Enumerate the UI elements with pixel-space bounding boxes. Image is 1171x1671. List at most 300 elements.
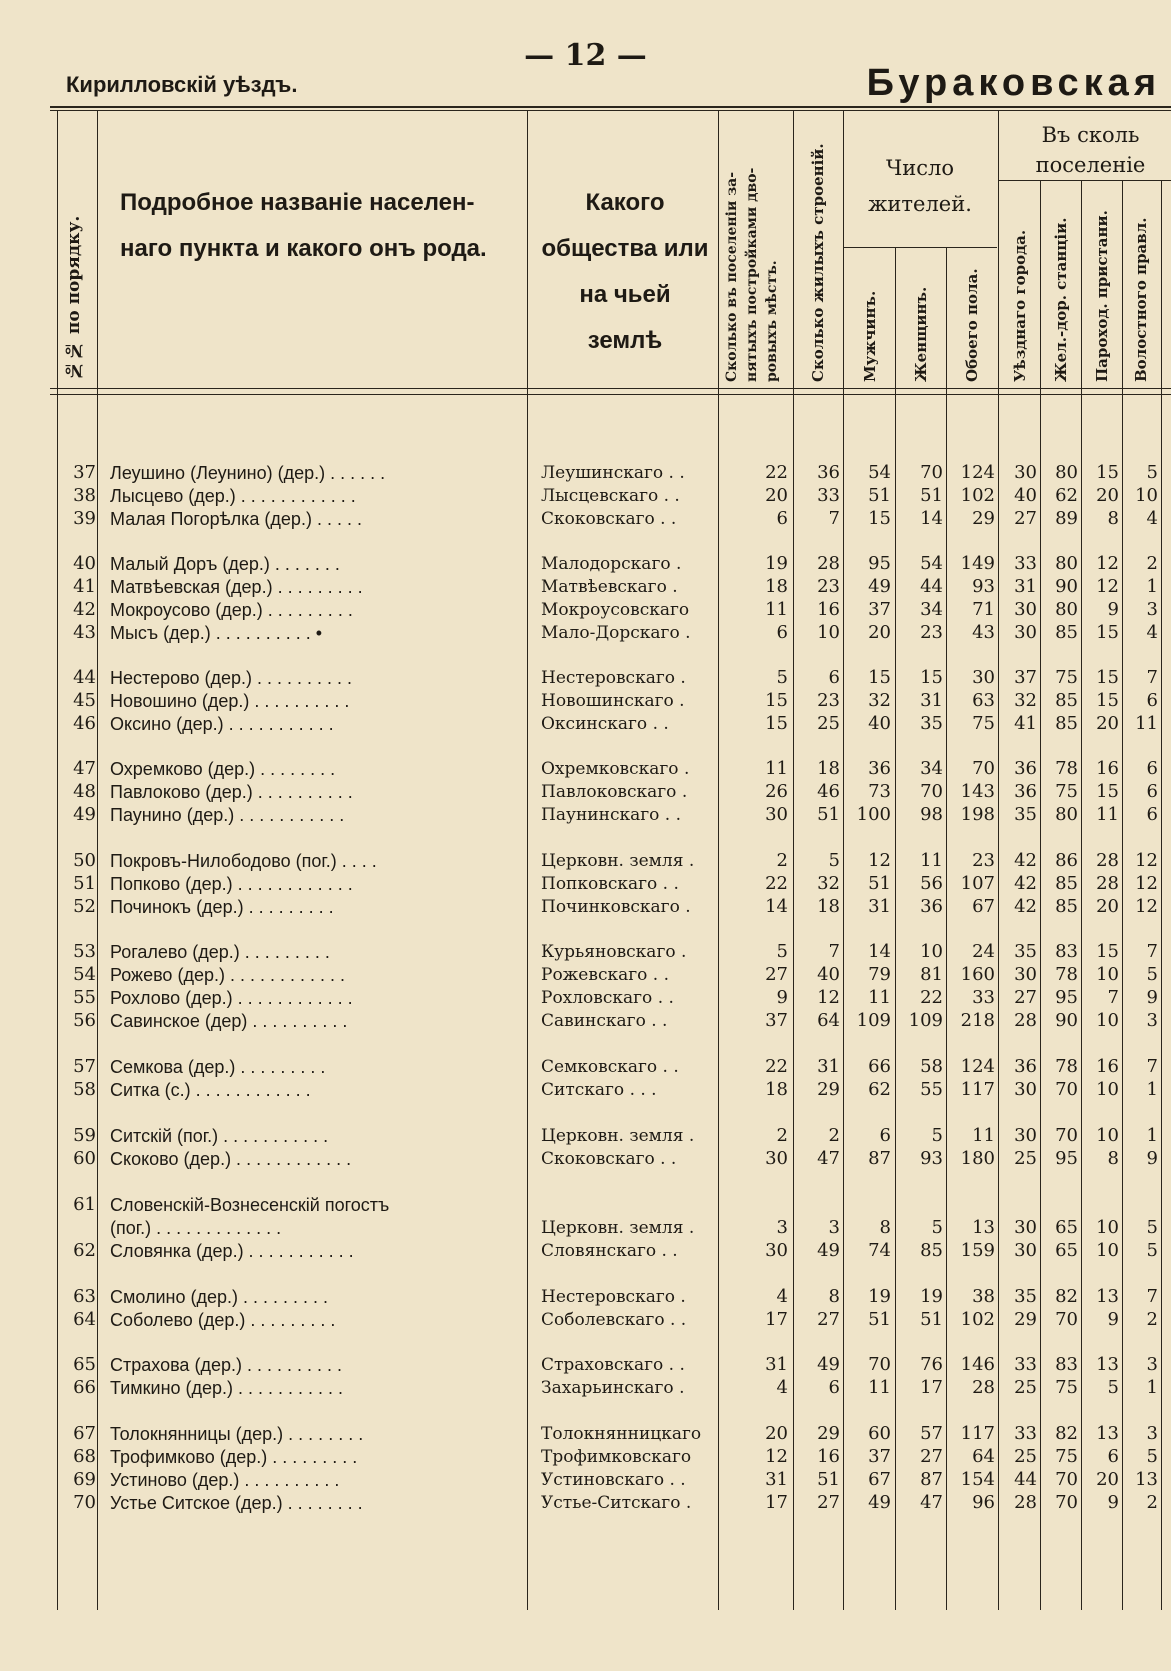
cell-name: (пог.) . . . . . . . . . . . . . <box>110 1218 282 1238</box>
cell-name: Устье Ситское (дер.) . . . . . . . . <box>110 1493 363 1513</box>
cell-d1: 27 <box>1014 508 1037 529</box>
table-top-rule-inner <box>50 110 1171 111</box>
cell-dvor: 2 <box>776 1125 788 1146</box>
table-row <box>0 941 1171 963</box>
cell-name: Лысцево (дер.) . . . . . . . . . . . . <box>110 486 356 506</box>
cell-d1: 42 <box>1014 850 1037 871</box>
cell-dvor: 30 <box>765 1148 788 1169</box>
cell-society: Ситскаго . . . <box>541 1080 657 1100</box>
cell-n: 59 <box>73 1125 96 1146</box>
cell-dvor: 30 <box>765 804 788 825</box>
cell-n: 69 <box>73 1469 96 1490</box>
cell-f: 55 <box>920 1079 943 1100</box>
cell-stroy: 7 <box>828 941 840 962</box>
table-row <box>0 964 1171 986</box>
cell-d1: 31 <box>1014 576 1037 597</box>
cell-d2: 80 <box>1055 462 1078 483</box>
cell-stroy: 64 <box>817 1010 840 1031</box>
cell-f: 57 <box>920 1423 943 1444</box>
cell-m: 20 <box>868 622 891 643</box>
header-bottom-rule <box>50 388 1171 389</box>
cell-d2: 85 <box>1055 896 1078 917</box>
cell-dvor: 20 <box>765 1423 788 1444</box>
header-residents: Число жителей. <box>868 156 972 216</box>
cell-d1: 28 <box>1014 1010 1037 1031</box>
cell-n: 44 <box>73 667 96 688</box>
cell-d4: 2 <box>1146 1492 1158 1513</box>
header-dist-rail: Жел.-дор. станціи. <box>1052 217 1070 382</box>
table-row <box>0 1469 1171 1491</box>
cell-society: Починковскаго . <box>541 897 691 917</box>
cell-t: 124 <box>960 462 995 483</box>
cell-m: 31 <box>868 896 891 917</box>
cell-dvor: 22 <box>765 873 788 894</box>
cell-name: Смолино (дер.) . . . . . . . . . <box>110 1287 329 1307</box>
cell-m: 87 <box>868 1148 891 1169</box>
cell-dvor: 22 <box>765 462 788 483</box>
cell-t: 33 <box>972 987 995 1008</box>
cell-n: 64 <box>73 1309 96 1330</box>
cell-society: Захарьинскаго . <box>541 1378 685 1398</box>
cell-d4: 6 <box>1146 758 1158 779</box>
cell-m: 6 <box>879 1125 891 1146</box>
cell-f: 22 <box>920 987 943 1008</box>
cell-dvor: 22 <box>765 1056 788 1077</box>
cell-f: 81 <box>920 964 943 985</box>
header-index: №№ по порядку. <box>64 215 84 380</box>
cell-d4: 13 <box>1135 1469 1158 1490</box>
cell-society: Матвѣевскаго . <box>541 577 678 597</box>
cell-dvor: 11 <box>765 599 788 620</box>
table-row <box>0 1010 1171 1032</box>
cell-d3: 8 <box>1107 508 1119 529</box>
cell-t: 198 <box>960 804 995 825</box>
cell-f: 56 <box>920 873 943 894</box>
cell-name: Ситскій (пог.) . . . . . . . . . . . <box>110 1126 329 1146</box>
cell-f: 70 <box>920 462 943 483</box>
cell-f: 87 <box>920 1469 943 1490</box>
cell-stroy: 8 <box>828 1286 840 1307</box>
cell-name: Рожево (дер.) . . . . . . . . . . . . <box>110 965 345 985</box>
cell-f: 51 <box>920 485 943 506</box>
cell-t: 218 <box>960 1010 995 1031</box>
cell-d4: 9 <box>1146 1148 1158 1169</box>
cell-dvor: 4 <box>776 1377 788 1398</box>
cell-n: 46 <box>73 713 96 734</box>
cell-n: 37 <box>73 462 96 483</box>
cell-t: 67 <box>972 896 995 917</box>
table-row <box>0 1492 1171 1514</box>
cell-m: 54 <box>868 462 891 483</box>
cell-d3: 15 <box>1096 667 1119 688</box>
table-row <box>0 1240 1171 1262</box>
cell-d2: 75 <box>1055 781 1078 802</box>
cell-name: Семкова (дер.) . . . . . . . . . <box>110 1057 326 1077</box>
cell-society: Курьяновскаго . <box>541 942 687 962</box>
cell-m: 8 <box>879 1217 891 1238</box>
cell-t: 70 <box>972 758 995 779</box>
table-row <box>0 1125 1171 1147</box>
cell-dvor: 31 <box>765 1354 788 1375</box>
residents-subheader-rule <box>843 247 997 248</box>
cell-t: 159 <box>960 1240 995 1261</box>
cell-name: Мысъ (дер.) . . . . . . . . . . • <box>110 623 323 643</box>
cell-society: Малодорскаго . <box>541 554 682 574</box>
cell-d4: 1 <box>1146 1377 1158 1398</box>
cell-dvor: 18 <box>765 576 788 597</box>
cell-d1: 36 <box>1014 781 1037 802</box>
cell-stroy: 49 <box>817 1240 840 1261</box>
cell-n: 39 <box>73 508 96 529</box>
distance-subheader-rule <box>998 180 1171 181</box>
cell-t: 124 <box>960 1056 995 1077</box>
cell-dvor: 6 <box>776 622 788 643</box>
cell-n: 48 <box>73 781 96 802</box>
cell-d4: 3 <box>1146 1010 1158 1031</box>
cell-f: 35 <box>920 713 943 734</box>
cell-d1: 25 <box>1014 1377 1037 1398</box>
col-rule-women <box>946 247 947 1610</box>
cell-d2: 95 <box>1055 1148 1078 1169</box>
cell-d3: 16 <box>1096 1056 1119 1077</box>
cell-stroy: 12 <box>817 987 840 1008</box>
cell-d2: 80 <box>1055 553 1078 574</box>
cell-m: 32 <box>868 690 891 711</box>
cell-m: 14 <box>868 941 891 962</box>
cell-t: 23 <box>972 850 995 871</box>
header-dist-pier: Пароход. пристани. <box>1093 210 1111 382</box>
header-distance: Въ сколь поселеніе <box>1035 123 1146 177</box>
cell-d2: 90 <box>1055 1010 1078 1031</box>
cell-stroy: 5 <box>828 850 840 871</box>
cell-d4: 6 <box>1146 781 1158 802</box>
table-row <box>0 667 1171 689</box>
cell-dvor: 18 <box>765 1079 788 1100</box>
cell-dvor: 30 <box>765 1240 788 1261</box>
cell-n: 62 <box>73 1240 96 1261</box>
cell-f: 5 <box>931 1125 943 1146</box>
cell-d1: 33 <box>1014 1354 1037 1375</box>
cell-stroy: 46 <box>817 781 840 802</box>
cell-society: Павлоковскаго . <box>541 782 688 802</box>
cell-society: Устиновскаго . . <box>541 1470 686 1490</box>
cell-d1: 33 <box>1014 553 1037 574</box>
cell-t: 30 <box>972 667 995 688</box>
cell-n: 53 <box>73 941 96 962</box>
cell-d4: 12 <box>1135 850 1158 871</box>
table-row <box>0 690 1171 712</box>
cell-name: Устиново (дер.) . . . . . . . . . . <box>110 1470 340 1490</box>
cell-d3: 5 <box>1107 1377 1119 1398</box>
cell-t: 180 <box>960 1148 995 1169</box>
cell-stroy: 16 <box>817 1446 840 1467</box>
cell-t: 75 <box>972 713 995 734</box>
cell-name: Тимкино (дер.) . . . . . . . . . . . <box>110 1378 344 1398</box>
cell-society: Церковн. земля . <box>541 1126 695 1146</box>
cell-f: 15 <box>920 667 943 688</box>
cell-d4: 1 <box>1146 1079 1158 1100</box>
cell-stroy: 3 <box>828 1217 840 1238</box>
cell-society: Лысцевскаго . . <box>541 486 680 506</box>
cell-m: 100 <box>856 804 891 825</box>
cell-dvor: 9 <box>776 987 788 1008</box>
cell-d4: 5 <box>1146 1446 1158 1467</box>
cell-n: 70 <box>73 1492 96 1513</box>
cell-d4: 12 <box>1135 896 1158 917</box>
cell-n: 45 <box>73 690 96 711</box>
cell-stroy: 36 <box>817 462 840 483</box>
cell-d4: 4 <box>1146 622 1158 643</box>
cell-d4: 7 <box>1146 1056 1158 1077</box>
cell-d1: 30 <box>1014 964 1037 985</box>
cell-f: 10 <box>920 941 943 962</box>
cell-society: Леушинскаго . . <box>541 463 685 483</box>
cell-d3: 13 <box>1096 1286 1119 1307</box>
cell-n: 68 <box>73 1446 96 1467</box>
cell-d3: 20 <box>1096 896 1119 917</box>
cell-d3: 9 <box>1107 1492 1119 1513</box>
cell-d4: 1 <box>1146 576 1158 597</box>
cell-d1: 40 <box>1014 485 1037 506</box>
table-row <box>0 576 1171 598</box>
cell-d4: 12 <box>1135 873 1158 894</box>
table-row <box>0 1423 1171 1445</box>
cell-dvor: 11 <box>765 758 788 779</box>
cell-n: 51 <box>73 873 96 894</box>
cell-dvor: 6 <box>776 508 788 529</box>
cell-d2: 78 <box>1055 964 1078 985</box>
cell-d4: 7 <box>1146 667 1158 688</box>
header-society: Какого общества или на чьей землѣ <box>541 189 709 354</box>
table-row <box>0 1309 1171 1331</box>
cell-society: Страховскаго . . <box>541 1355 685 1375</box>
cell-society: Новошинскаго . <box>541 691 685 711</box>
cell-d3: 8 <box>1107 1148 1119 1169</box>
cell-name: Трофимково (дер.) . . . . . . . . . <box>110 1447 358 1467</box>
cell-m: 11 <box>868 987 891 1008</box>
cell-society: Семковскаго . . <box>541 1057 679 1077</box>
cell-name: Покровъ-Нилободово (пог.) . . . . <box>110 851 377 871</box>
cell-n: 50 <box>73 850 96 871</box>
cell-f: 58 <box>920 1056 943 1077</box>
cell-d4: 2 <box>1146 553 1158 574</box>
table-top-rule <box>50 106 1171 108</box>
cell-d4: 6 <box>1146 690 1158 711</box>
cell-dvor: 5 <box>776 667 788 688</box>
cell-stroy: 32 <box>817 873 840 894</box>
cell-m: 60 <box>868 1423 891 1444</box>
cell-m: 15 <box>868 667 891 688</box>
cell-d3: 9 <box>1107 1309 1119 1330</box>
cell-d1: 36 <box>1014 1056 1037 1077</box>
cell-d1: 30 <box>1014 1217 1037 1238</box>
cell-society: Рожевскаго . . <box>541 965 669 985</box>
cell-stroy: 16 <box>817 599 840 620</box>
cell-d1: 29 <box>1014 1309 1037 1330</box>
cell-f: 31 <box>920 690 943 711</box>
cell-m: 12 <box>868 850 891 871</box>
cell-n: 52 <box>73 896 96 917</box>
cell-d3: 15 <box>1096 690 1119 711</box>
cell-t: 28 <box>972 1377 995 1398</box>
cell-m: 51 <box>868 485 891 506</box>
cell-m: 73 <box>868 781 891 802</box>
cell-t: 29 <box>972 508 995 529</box>
cell-f: 44 <box>920 576 943 597</box>
cell-name: Страхова (дер.) . . . . . . . . . . <box>110 1355 342 1375</box>
cell-stroy: 23 <box>817 690 840 711</box>
cell-m: 37 <box>868 1446 891 1467</box>
cell-m: 19 <box>868 1286 891 1307</box>
cell-d2: 80 <box>1055 804 1078 825</box>
cell-n: 60 <box>73 1148 96 1169</box>
cell-dvor: 20 <box>765 485 788 506</box>
cell-stroy: 40 <box>817 964 840 985</box>
cell-name: Рогалево (дер.) . . . . . . . . . <box>110 942 330 962</box>
header-buildings: Сколько жилыхъ строеній. <box>809 143 827 382</box>
cell-stroy: 27 <box>817 1492 840 1513</box>
cell-d2: 75 <box>1055 1446 1078 1467</box>
cell-name: Нестерово (дер.) . . . . . . . . . . <box>110 668 352 688</box>
cell-d4: 3 <box>1146 1354 1158 1375</box>
cell-d2: 70 <box>1055 1309 1078 1330</box>
cell-d3: 10 <box>1096 1125 1119 1146</box>
cell-society: Словянскаго . . <box>541 1241 678 1261</box>
cell-name: Малая Погорѣлка (дер.) . . . . . <box>110 509 362 529</box>
cell-n: 57 <box>73 1056 96 1077</box>
cell-d3: 15 <box>1096 462 1119 483</box>
cell-name: Соболево (дер.) . . . . . . . . . <box>110 1310 336 1330</box>
cell-n: 61 <box>73 1194 96 1215</box>
cell-d3: 15 <box>1096 941 1119 962</box>
volost-title: Бураковская <box>866 62 1161 104</box>
cell-f: 14 <box>920 508 943 529</box>
cell-f: 70 <box>920 781 943 802</box>
cell-stroy: 2 <box>828 1125 840 1146</box>
cell-d2: 78 <box>1055 758 1078 779</box>
cell-f: 23 <box>920 622 943 643</box>
cell-d1: 32 <box>1014 690 1037 711</box>
cell-d3: 20 <box>1096 1469 1119 1490</box>
header-dist-volost: Волостного правл. <box>1132 217 1150 382</box>
cell-d2: 75 <box>1055 1377 1078 1398</box>
cell-d2: 75 <box>1055 667 1078 688</box>
cell-d1: 44 <box>1014 1469 1037 1490</box>
cell-dvor: 2 <box>776 850 788 871</box>
cell-d2: 83 <box>1055 1354 1078 1375</box>
cell-n: 43 <box>73 622 96 643</box>
cell-f: 85 <box>920 1240 943 1261</box>
cell-t: 24 <box>972 941 995 962</box>
header-households: Сколько въ поселеніи за-нятыхъ постройками дво-ровыхъ мѣстъ. <box>724 167 780 382</box>
cell-d4: 5 <box>1146 1217 1158 1238</box>
cell-d3: 10 <box>1096 1079 1119 1100</box>
table-row <box>0 462 1171 484</box>
cell-name: Паунино (дер.) . . . . . . . . . . . <box>110 805 345 825</box>
cell-dvor: 12 <box>765 1446 788 1467</box>
table-row <box>0 1354 1171 1376</box>
cell-d3: 28 <box>1096 873 1119 894</box>
table-row <box>0 987 1171 1009</box>
cell-dvor: 4 <box>776 1286 788 1307</box>
cell-d2: 86 <box>1055 850 1078 871</box>
cell-t: 117 <box>960 1423 995 1444</box>
cell-d4: 1 <box>1146 1125 1158 1146</box>
cell-d1: 41 <box>1014 713 1037 734</box>
cell-stroy: 23 <box>817 576 840 597</box>
cell-d1: 36 <box>1014 758 1037 779</box>
cell-d3: 28 <box>1096 850 1119 871</box>
cell-name: Попково (дер.) . . . . . . . . . . . . <box>110 874 353 894</box>
cell-m: 79 <box>868 964 891 985</box>
cell-t: 93 <box>972 576 995 597</box>
table-row <box>0 1286 1171 1308</box>
cell-d2: 85 <box>1055 622 1078 643</box>
cell-d1: 33 <box>1014 1423 1037 1444</box>
cell-m: 66 <box>868 1056 891 1077</box>
cell-d3: 15 <box>1096 781 1119 802</box>
cell-d3: 15 <box>1096 622 1119 643</box>
table-row <box>0 599 1171 621</box>
header-name: Подробное названіе населен-наго пункта и какого онъ рода. <box>120 189 487 262</box>
cell-f: 47 <box>920 1492 943 1513</box>
cell-name: Толокнянницы (дер.) . . . . . . . . <box>110 1424 364 1444</box>
cell-d2: 82 <box>1055 1286 1078 1307</box>
cell-society: Устье-Ситскаго . <box>541 1493 692 1513</box>
cell-d2: 83 <box>1055 941 1078 962</box>
cell-d1: 30 <box>1014 1125 1037 1146</box>
header-women: Женщинъ. <box>912 286 930 382</box>
cell-n: 47 <box>73 758 96 779</box>
cell-stroy: 7 <box>828 508 840 529</box>
cell-d2: 70 <box>1055 1125 1078 1146</box>
col-rule-men <box>895 247 896 1610</box>
cell-d3: 16 <box>1096 758 1119 779</box>
header-dist-town: Уѣзднаго города. <box>1011 229 1029 382</box>
cell-n: 67 <box>73 1423 96 1444</box>
cell-society: Попковскаго . . <box>541 874 679 894</box>
cell-society: Паунинскаго . . <box>541 805 681 825</box>
cell-stroy: 51 <box>817 1469 840 1490</box>
cell-name: Ситка (с.) . . . . . . . . . . . . <box>110 1080 311 1100</box>
cell-dvor: 26 <box>765 781 788 802</box>
cell-d2: 89 <box>1055 508 1078 529</box>
cell-f: 109 <box>908 1010 943 1031</box>
table-row <box>0 1446 1171 1468</box>
cell-n: 58 <box>73 1079 96 1100</box>
cell-d3: 20 <box>1096 485 1119 506</box>
cell-m: 67 <box>868 1469 891 1490</box>
table-row <box>0 896 1171 918</box>
cell-n: 49 <box>73 804 96 825</box>
district-label: Кирилловскій уѣздъ. <box>66 72 298 97</box>
cell-d3: 10 <box>1096 1010 1119 1031</box>
table-row <box>0 1194 1171 1216</box>
cell-m: 70 <box>868 1354 891 1375</box>
cell-d1: 27 <box>1014 987 1037 1008</box>
cell-society: Рохловскаго . . <box>541 988 674 1008</box>
cell-n: 63 <box>73 1286 96 1307</box>
cell-f: 5 <box>931 1217 943 1238</box>
table-row <box>0 622 1171 644</box>
cell-n: 41 <box>73 576 96 597</box>
table-row <box>0 508 1171 530</box>
page-number: — 12 — <box>524 38 647 73</box>
header-total: Обоего пола. <box>963 268 981 382</box>
cell-d1: 30 <box>1014 1079 1037 1100</box>
cell-society: Охремковскаго . <box>541 759 690 779</box>
cell-society: Мокроусовскаго <box>541 600 690 620</box>
